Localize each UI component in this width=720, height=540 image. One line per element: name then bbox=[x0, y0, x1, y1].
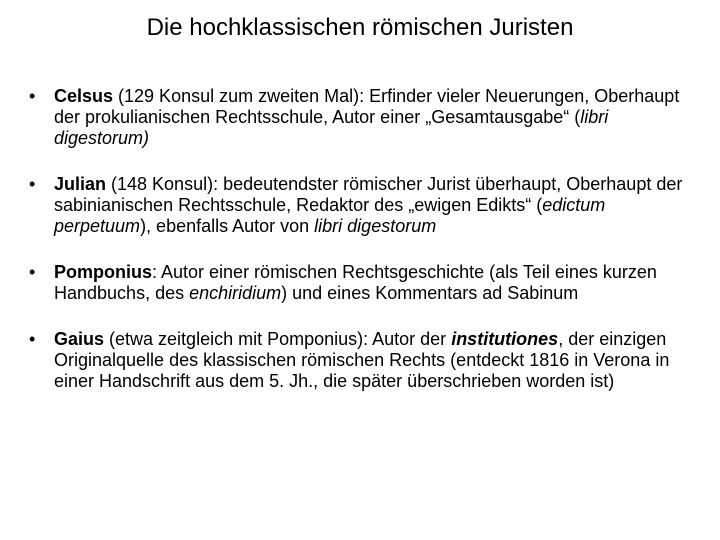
item-text: (148 Konsul): bedeutendster römischer Jurist überhaupt, Oberhaupt der sabinianischen Rechtsschule, Redaktor des „ewigen Edikts“ ( bbox=[54, 174, 683, 215]
bullet-icon: • bbox=[29, 86, 36, 106]
bullet-icon: • bbox=[29, 329, 36, 349]
list-item-gaius bbox=[29, 329, 699, 392]
list-item-julian bbox=[29, 174, 699, 237]
jurist-name: Julian bbox=[54, 174, 107, 194]
bullet-icon: • bbox=[29, 174, 36, 194]
bullet-icon: • bbox=[29, 262, 36, 282]
list-item-celsus bbox=[29, 86, 699, 149]
jurist-name: Gaius bbox=[54, 329, 105, 349]
jurist-name: Pomponius bbox=[54, 262, 152, 282]
list-item-pomponius bbox=[29, 262, 699, 304]
item-text: ) und eines Kommentars ad Sabinum bbox=[281, 283, 579, 303]
item-text: : Autor einer römischen Rechtsgeschichte (als Teil eines kurzen Handbuchs, des bbox=[54, 262, 657, 303]
item-italic-text: libri digestorum bbox=[314, 216, 437, 236]
item-bold-italic-text: institutiones bbox=[451, 329, 559, 349]
item-text: ), ebenfalls Autor von bbox=[140, 216, 315, 236]
item-italic-text: edictum perpetuum bbox=[54, 195, 606, 236]
item-text: , der einzigen Originalquelle des klassischen römischen Rechts (entdeckt 1816 in Verona in einer Handschrift aus dem 5. Jh., die später überschrieben worden ist) bbox=[54, 329, 670, 391]
jurist-name: Celsus bbox=[54, 86, 114, 106]
item-text: (etwa zeitgleich mit Pomponius): Autor der bbox=[104, 329, 452, 349]
item-text: (129 Konsul zum zweiten Mal): Erfinder vieler Neuerungen, Oberhaupt der prokulianischen Rechtsschule, Autor einer „Gesamtausgabe“ ( bbox=[54, 86, 680, 127]
item-italic-text: enchiridium bbox=[189, 283, 282, 303]
slide-title: Die hochklassischen römischen Juristen bbox=[146, 14, 574, 41]
jurist-list bbox=[29, 86, 699, 392]
item-italic-text: libri digestorum) bbox=[54, 107, 609, 148]
